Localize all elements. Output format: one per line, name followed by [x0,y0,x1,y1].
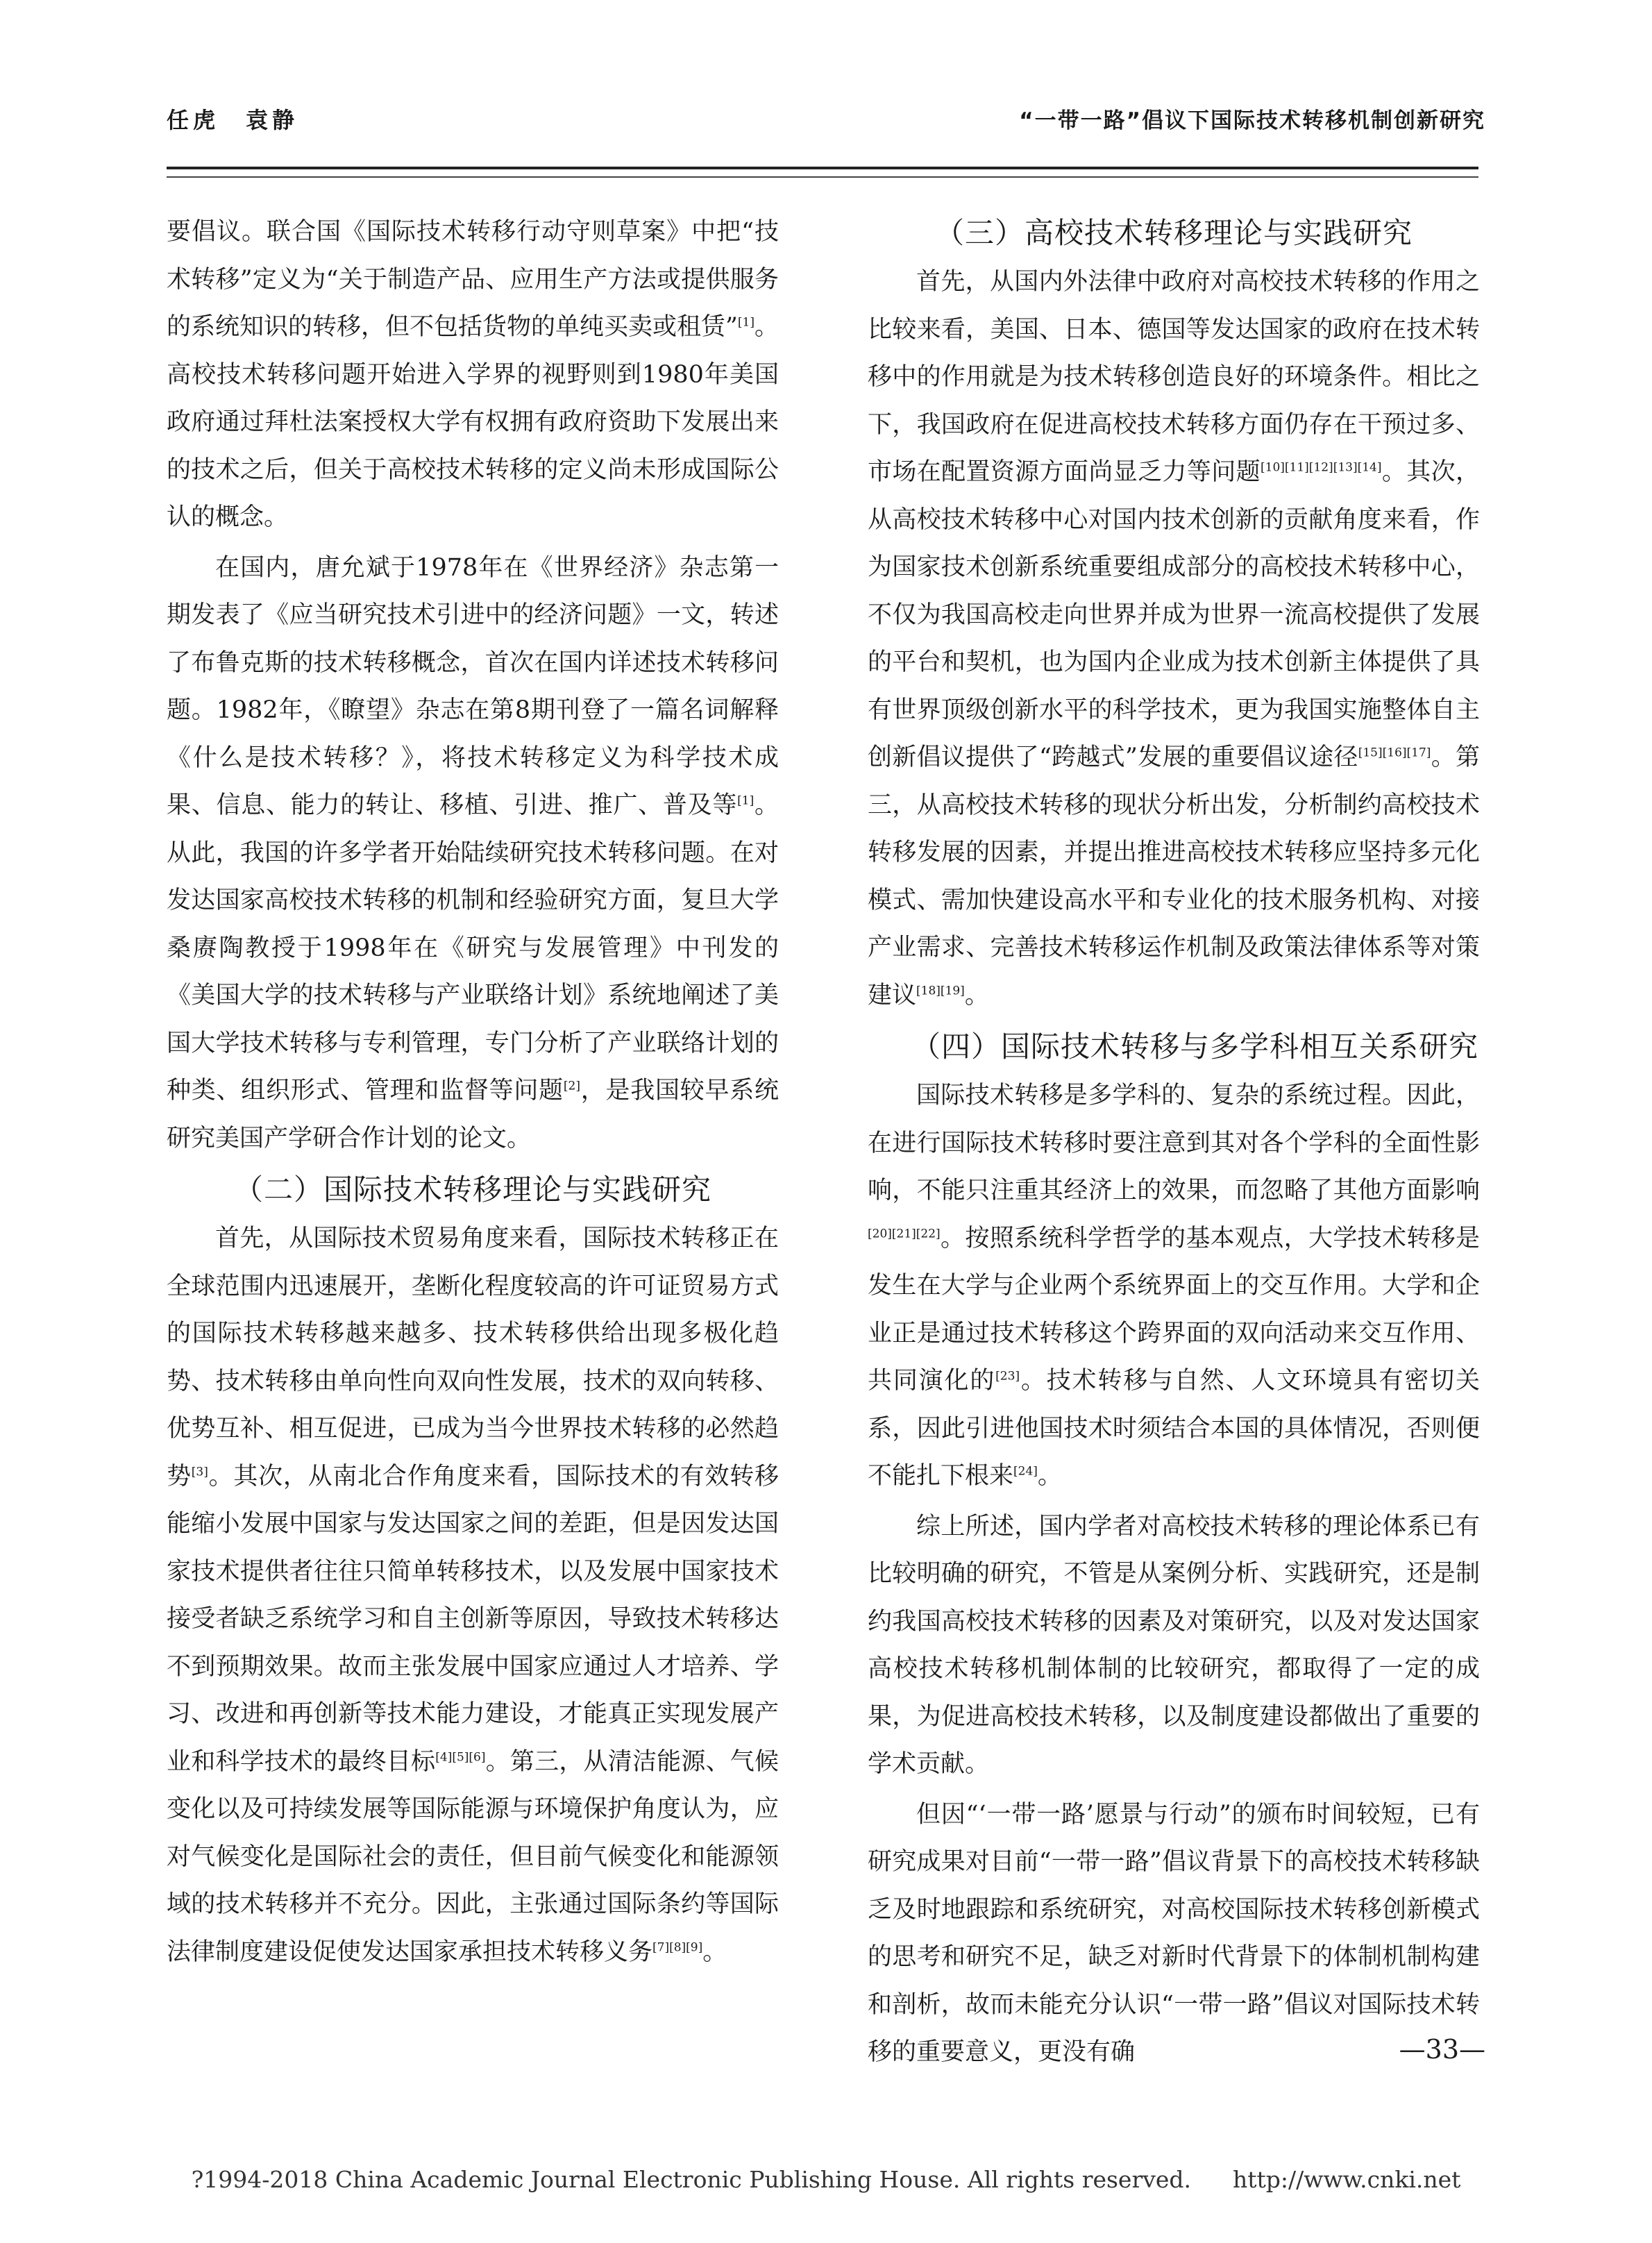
right-column [868,208,1480,2079]
text-run: 。从此，我国的许多学者开始陆续研究技术转移问题。在对发达国家高校技术转移的机制和经验研究方面，复旦大学桑赓陶教授于1998年在《研究与发展管理》中刊发的《美国大学的技术转移与产业联络计划》系统地阐述了美国大学技术转移与专利管理，专门分析了产业联络计划的种类、组织形式、管理和监督等问题 [167,791,779,1104]
page-number: —33— [1399,2034,1485,2065]
paragraph [868,1072,1480,1500]
header-rule-thick [167,167,1478,169]
running-header-title: “一带一路”倡议下国际技术转移机制创新研究 [1019,108,1485,133]
citation-ref: [20][21][22] [868,1226,941,1241]
paragraph [167,544,779,1163]
citation-ref: [7][8][9] [652,1940,703,1954]
footer-copyright: ?1994-2018 China Academic Journal Electronic Publishing House. All rights reserved. [191,2166,1192,2193]
citation-ref: [24] [1013,1464,1038,1479]
text-run: 。第三，从高校技术转移的现状分析出发，分析制约高校技术转移发展的因素，并提出推进高校技术转移应坚持多元化模式、需加快建设高水平和专业化的技术服务机构、对接产业需求、完善技术转移运作机制及政策法律体系等对策建议 [868,744,1480,1009]
text-run: 综上所述，国内学者对高校技术转移的理论体系已有比较明确的研究，不管是从案例分析、实践研究，还是制约我国高校技术转移的因素及对策研究，以及对发达国家高校技术转移机制体制的比较研究，都取得了一定的成果，为促进高校技术转移，以及制度建设都做出了重要的学术贡献。 [868,1512,1480,1778]
footer-url[interactable]: http://www.cnki.net [1233,2166,1461,2193]
citation-ref: [15][16][17] [1358,746,1431,760]
paragraph [868,1503,1480,1788]
section-heading: （四）国际技术转移与多学科相互关系研究 [911,1030,1479,1064]
section-heading: （三）高校技术转移理论与实践研究 [934,216,1413,250]
text-run: 。其次，从南北合作角度来看，国际技术的有效转移能缩小发展中国家与发达国家之间的差距，但是因发达国家技术提供者往往只简单转移技术，以及发展中国家技术接受者缺乏系统学习和自主创新等原因，导致技术转移达不到预期效果。故而主张发展中国家应通过人才培养、学习、改进和再创新等技术能力建设，才能真正实现发展产业和科学技术的最终目标 [167,1462,779,1776]
citation-ref: [18][19] [916,983,965,998]
citation-ref: [10][11][12][13][14] [1261,460,1382,475]
citation-ref: [23] [995,1369,1020,1384]
text-run: 。第三，从清洁能源、气候变化以及可持续发展等国际能源与环境保护角度认为，应对气候变化是国际社会的责任，但目前气候变化和能源领域的技术转移并不充分。因此，主张通过国际条约等国际法律制度建设促使发达国家承担技术转移义务 [167,1747,779,1966]
text-run: 。高校技术转移问题开始进入学界的视野则到1980年美国政府通过拜杜法案授权大学有权拥有政府资助下发展出来的技术之后，但关于高校技术转移的定义尚未形成国际公认的概念。 [167,313,779,531]
text-run: 首先，从国际技术贸易角度来看，国际技术转移正在全球范围内迅速展开，垄断化程度较高的许可证贸易方式的国际技术转移越来越多、技术转移供给出现多极化趋势、技术转移由单向性向双向性发展，技术的双向转移、优势互补、相互促进，已成为当今世界技术转移的必然趋势 [167,1225,779,1490]
text-run: ，是我国较早系统研究美国产学研合作计划的论文。 [167,1077,779,1152]
text-run: 。技术转移与自然、人文环境具有密切关系，因此引进他国技术时须结合本国的具体情况，否则便不能扎下根来 [868,1367,1480,1490]
citation-ref: [2] [563,1079,581,1093]
text-run: 。按照系统科学哲学的基本观点，大学技术转移是发生在大学与企业两个系统界面上的交互作用。大学和企业正是通过技术转移这个跨界面的双向活动来交互作用、共同演化的 [868,1224,1480,1395]
text-run: 。 [964,981,989,1009]
citation-ref: [1] [737,315,755,330]
text-run: 。 [702,1938,727,1966]
citation-ref: [1] [737,793,755,808]
text-run: 要倡议。联合国《国际技术转移行动守则草案》中把“技术转移”定义为“关于制造产品、应用生产方法或提供服务的系统知识的转移，但不包括货物的单纯买卖或租赁” [167,218,779,341]
paragraph [167,1215,779,1976]
running-header-authors: 任虎 袁静 [167,107,299,133]
footer [0,2166,1652,2193]
citation-ref: [4][5][6] [435,1749,486,1764]
left-column [167,208,779,1979]
section-heading: （二）国际技术转移理论与实践研究 [233,1173,711,1207]
header-rule-thin [167,176,1478,178]
text-run: 国际技术转移是多学科的、复杂的系统过程。因此，在进行国际技术转移时要注意到其对各个学科的全面性影响，不能只注重其经济上的效果，而忽略了其他方面影响 [868,1082,1480,1204]
text-run: 但因“‘一带一路’愿景与行动”的颁布时间较短，已有研究成果对目前“一带一路”倡议背景下的高校技术转移缺乏及时地跟踪和系统研究，对高校国际技术转移创新模式的思考和研究不足，缺乏对新时代背景下的体制机制构建和剖析，故而未能充分认识“一带一路”倡议对国际技术转移的重要意义，更没有确 [868,1800,1480,2066]
text-run: 。其次，从高校技术转移中心对国内技术创新的贡献角度来看，作为国家技术创新系统重要组成部分的高校技术转移中心，不仅为我国高校走向世界并成为世界一流高校提供了发展的平台和契机，也为国内企业成为技术创新主体提供了具有世界顶级创新水平的科学技术，更为我国实施整体自主创新倡议提供了“跨越式”发展的重要倡议途径 [868,458,1480,771]
text-run: 。 [1037,1462,1062,1490]
citation-ref: [3] [191,1464,208,1479]
text-run: 首先，从国内外法律中政府对高校技术转移的作用之比较来看，美国、日本、德国等发达国家的政府在技术转移中的作用就是为技术转移创造良好的环境条件。相比之下，我国政府在促进高校技术转移方面仍存在干预过多、市场在配置资源方面尚显乏力等问题 [868,268,1480,486]
paragraph [868,258,1480,1019]
paragraph [868,1791,1480,2076]
paragraph [167,208,779,541]
text-run: 在国内，唐允斌于1978年在《世界经济》杂志第一期发表了《应当研究技术引进中的经济问题》一文，转述了布鲁克斯的技术转移概念，首次在国内详述技术转移问题。1982年，《瞭望》杂志在第8期刊登了一篇名词解释《什么是技术转移？》，将技术转移定义为科学技术成果、信息、能力的转让、移植、引进、推广、普及等 [167,553,779,819]
